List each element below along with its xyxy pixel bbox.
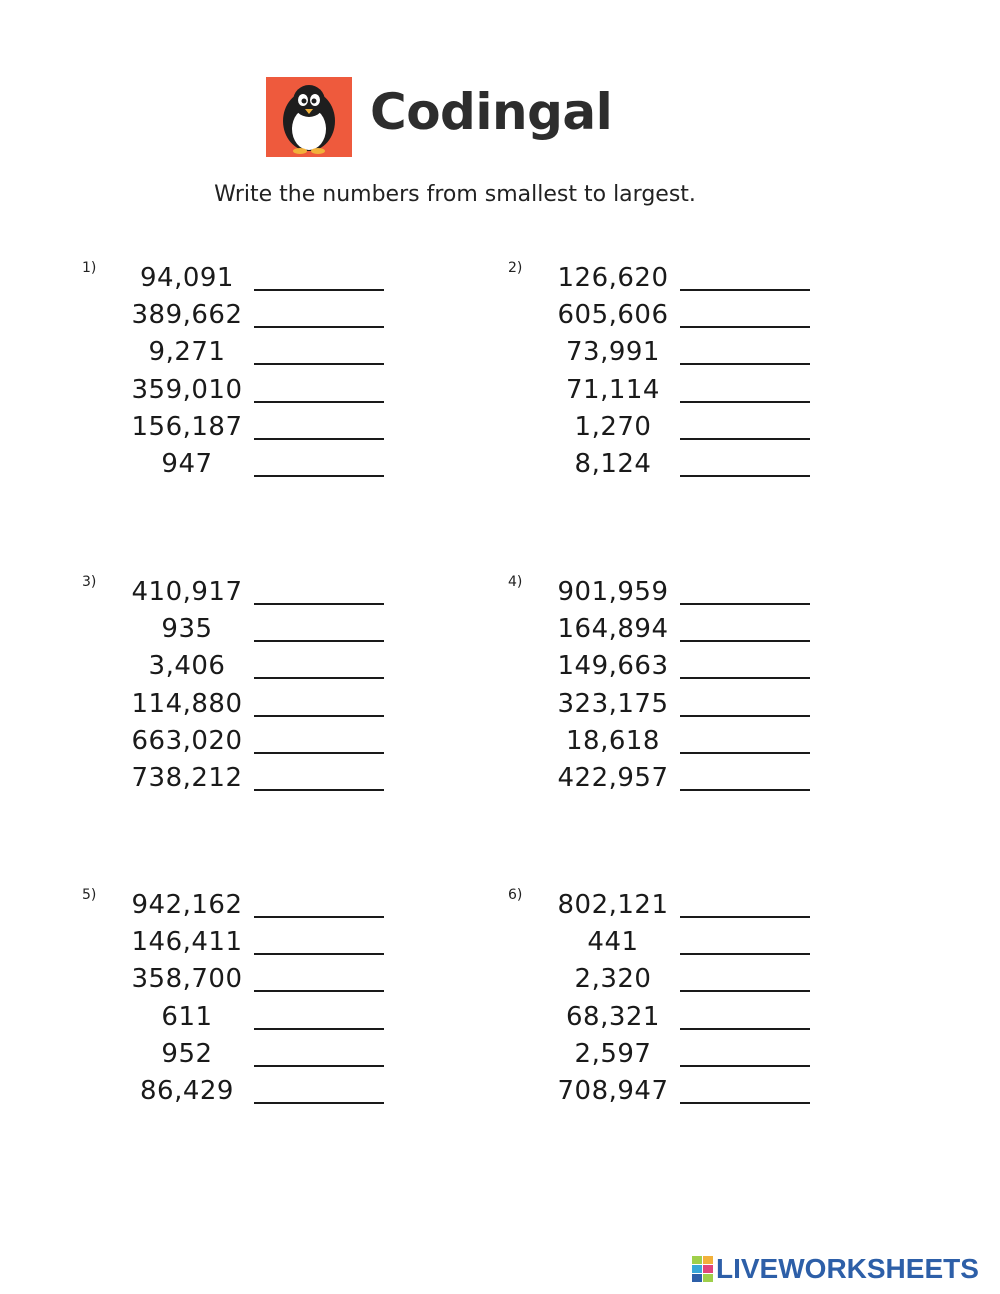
liveworksheets-text: LIVEWORKSHEETS bbox=[716, 1253, 979, 1284]
answer-blank[interactable] bbox=[680, 789, 810, 791]
number-row bbox=[82, 999, 402, 1036]
number-value: 114,880 bbox=[131, 689, 243, 719]
number-row bbox=[82, 372, 402, 409]
problem-number: 6) bbox=[508, 887, 523, 903]
answer-blank[interactable] bbox=[254, 677, 384, 679]
number-value: 94,091 bbox=[140, 263, 234, 293]
answer-blank[interactable] bbox=[680, 990, 810, 992]
answer-blank[interactable] bbox=[254, 438, 384, 440]
answer-blank[interactable] bbox=[680, 677, 810, 679]
answer-blank[interactable] bbox=[254, 752, 384, 754]
problem-number: 3) bbox=[82, 574, 97, 590]
number-value: 611 bbox=[161, 1002, 213, 1032]
problem-2 bbox=[508, 260, 838, 490]
answer-blank[interactable] bbox=[680, 752, 810, 754]
number-value: 1,270 bbox=[574, 412, 652, 442]
number-value: 359,010 bbox=[131, 375, 243, 405]
liveworksheets-mark-icon bbox=[692, 1256, 714, 1282]
answer-blank[interactable] bbox=[680, 916, 810, 918]
problem-6 bbox=[508, 887, 838, 1117]
answer-blank[interactable] bbox=[254, 789, 384, 791]
number-row bbox=[508, 409, 828, 446]
number-value: 441 bbox=[587, 927, 639, 957]
answer-blank[interactable] bbox=[680, 1065, 810, 1067]
answer-blank[interactable] bbox=[254, 363, 384, 365]
answer-blank[interactable] bbox=[254, 990, 384, 992]
number-value: 323,175 bbox=[557, 689, 669, 719]
problem-number: 4) bbox=[508, 574, 523, 590]
number-value: 422,957 bbox=[557, 763, 669, 793]
answer-blank[interactable] bbox=[254, 1065, 384, 1067]
number-row bbox=[82, 611, 402, 648]
number-row bbox=[508, 334, 828, 371]
number-row bbox=[508, 686, 828, 723]
answer-blank[interactable] bbox=[254, 289, 384, 291]
instruction-text: Write the numbers from smallest to largest. bbox=[214, 182, 696, 207]
number-row bbox=[508, 260, 828, 297]
problem-number: 1) bbox=[82, 260, 97, 276]
number-row bbox=[508, 723, 828, 760]
number-value: 410,917 bbox=[131, 577, 243, 607]
answer-blank[interactable] bbox=[680, 326, 810, 328]
number-row bbox=[508, 446, 828, 483]
problem-1 bbox=[82, 260, 412, 490]
answer-blank[interactable] bbox=[680, 289, 810, 291]
number-row bbox=[508, 760, 828, 797]
number-row bbox=[82, 686, 402, 723]
number-row bbox=[82, 1073, 402, 1110]
number-value: 164,894 bbox=[557, 614, 669, 644]
problem-3 bbox=[82, 574, 412, 804]
answer-blank[interactable] bbox=[254, 953, 384, 955]
answer-blank[interactable] bbox=[680, 363, 810, 365]
number-value: 2,597 bbox=[574, 1039, 652, 1069]
number-row bbox=[82, 409, 402, 446]
number-value: 901,959 bbox=[557, 577, 669, 607]
answer-blank[interactable] bbox=[680, 475, 810, 477]
number-value: 8,124 bbox=[574, 449, 652, 479]
penguin-icon bbox=[266, 77, 352, 157]
number-row bbox=[508, 648, 828, 685]
number-value: 947 bbox=[161, 449, 213, 479]
number-value: 146,411 bbox=[131, 927, 243, 957]
number-value: 802,121 bbox=[557, 890, 669, 920]
number-value: 935 bbox=[161, 614, 213, 644]
number-value: 389,662 bbox=[131, 300, 243, 330]
number-row bbox=[508, 961, 828, 998]
answer-blank[interactable] bbox=[254, 1102, 384, 1104]
number-row bbox=[508, 372, 828, 409]
number-row bbox=[82, 574, 402, 611]
answer-blank[interactable] bbox=[680, 603, 810, 605]
answer-blank[interactable] bbox=[680, 715, 810, 717]
problem-number: 5) bbox=[82, 887, 97, 903]
number-value: 71,114 bbox=[566, 375, 660, 405]
number-value: 9,271 bbox=[148, 337, 226, 367]
number-value: 663,020 bbox=[131, 726, 243, 756]
logo-badge bbox=[266, 77, 352, 157]
number-value: 18,618 bbox=[566, 726, 660, 756]
number-value: 68,321 bbox=[566, 1002, 660, 1032]
problem-4 bbox=[508, 574, 838, 804]
number-row bbox=[82, 297, 402, 334]
number-row bbox=[508, 611, 828, 648]
answer-blank[interactable] bbox=[254, 326, 384, 328]
number-value: 3,406 bbox=[148, 651, 226, 681]
number-value: 942,162 bbox=[131, 890, 243, 920]
answer-blank[interactable] bbox=[680, 1028, 810, 1030]
number-row bbox=[508, 1036, 828, 1073]
number-row bbox=[508, 924, 828, 961]
number-row bbox=[82, 446, 402, 483]
number-value: 358,700 bbox=[131, 964, 243, 994]
number-value: 708,947 bbox=[557, 1076, 669, 1106]
problem-5 bbox=[82, 887, 412, 1117]
answer-blank[interactable] bbox=[680, 401, 810, 403]
problem-number: 2) bbox=[508, 260, 523, 276]
number-row bbox=[82, 723, 402, 760]
number-row bbox=[82, 260, 402, 297]
number-row bbox=[82, 924, 402, 961]
answer-blank[interactable] bbox=[680, 1102, 810, 1104]
number-row bbox=[82, 887, 402, 924]
number-row bbox=[82, 334, 402, 371]
answer-blank[interactable] bbox=[254, 640, 384, 642]
number-row bbox=[82, 648, 402, 685]
number-value: 156,187 bbox=[131, 412, 243, 442]
number-row bbox=[508, 1073, 828, 1110]
number-value: 952 bbox=[161, 1039, 213, 1069]
answer-blank[interactable] bbox=[680, 953, 810, 955]
number-value: 73,991 bbox=[566, 337, 660, 367]
number-row bbox=[508, 887, 828, 924]
number-row bbox=[508, 297, 828, 334]
answer-blank[interactable] bbox=[254, 603, 384, 605]
number-value: 2,320 bbox=[574, 964, 652, 994]
answer-blank[interactable] bbox=[254, 475, 384, 477]
number-value: 738,212 bbox=[131, 763, 243, 793]
answer-blank[interactable] bbox=[680, 640, 810, 642]
number-value: 126,620 bbox=[557, 263, 669, 293]
number-row bbox=[82, 1036, 402, 1073]
codingal-logo bbox=[266, 77, 613, 159]
answer-blank[interactable] bbox=[254, 715, 384, 717]
number-row bbox=[508, 999, 828, 1036]
number-row bbox=[82, 760, 402, 797]
answer-blank[interactable] bbox=[254, 1028, 384, 1030]
answer-blank[interactable] bbox=[680, 438, 810, 440]
number-value: 86,429 bbox=[140, 1076, 234, 1106]
number-row bbox=[82, 961, 402, 998]
number-row bbox=[508, 574, 828, 611]
number-value: 149,663 bbox=[557, 651, 669, 681]
logo-text: Codingal bbox=[370, 83, 613, 141]
answer-blank[interactable] bbox=[254, 401, 384, 403]
answer-blank[interactable] bbox=[254, 916, 384, 918]
number-value: 605,606 bbox=[557, 300, 669, 330]
